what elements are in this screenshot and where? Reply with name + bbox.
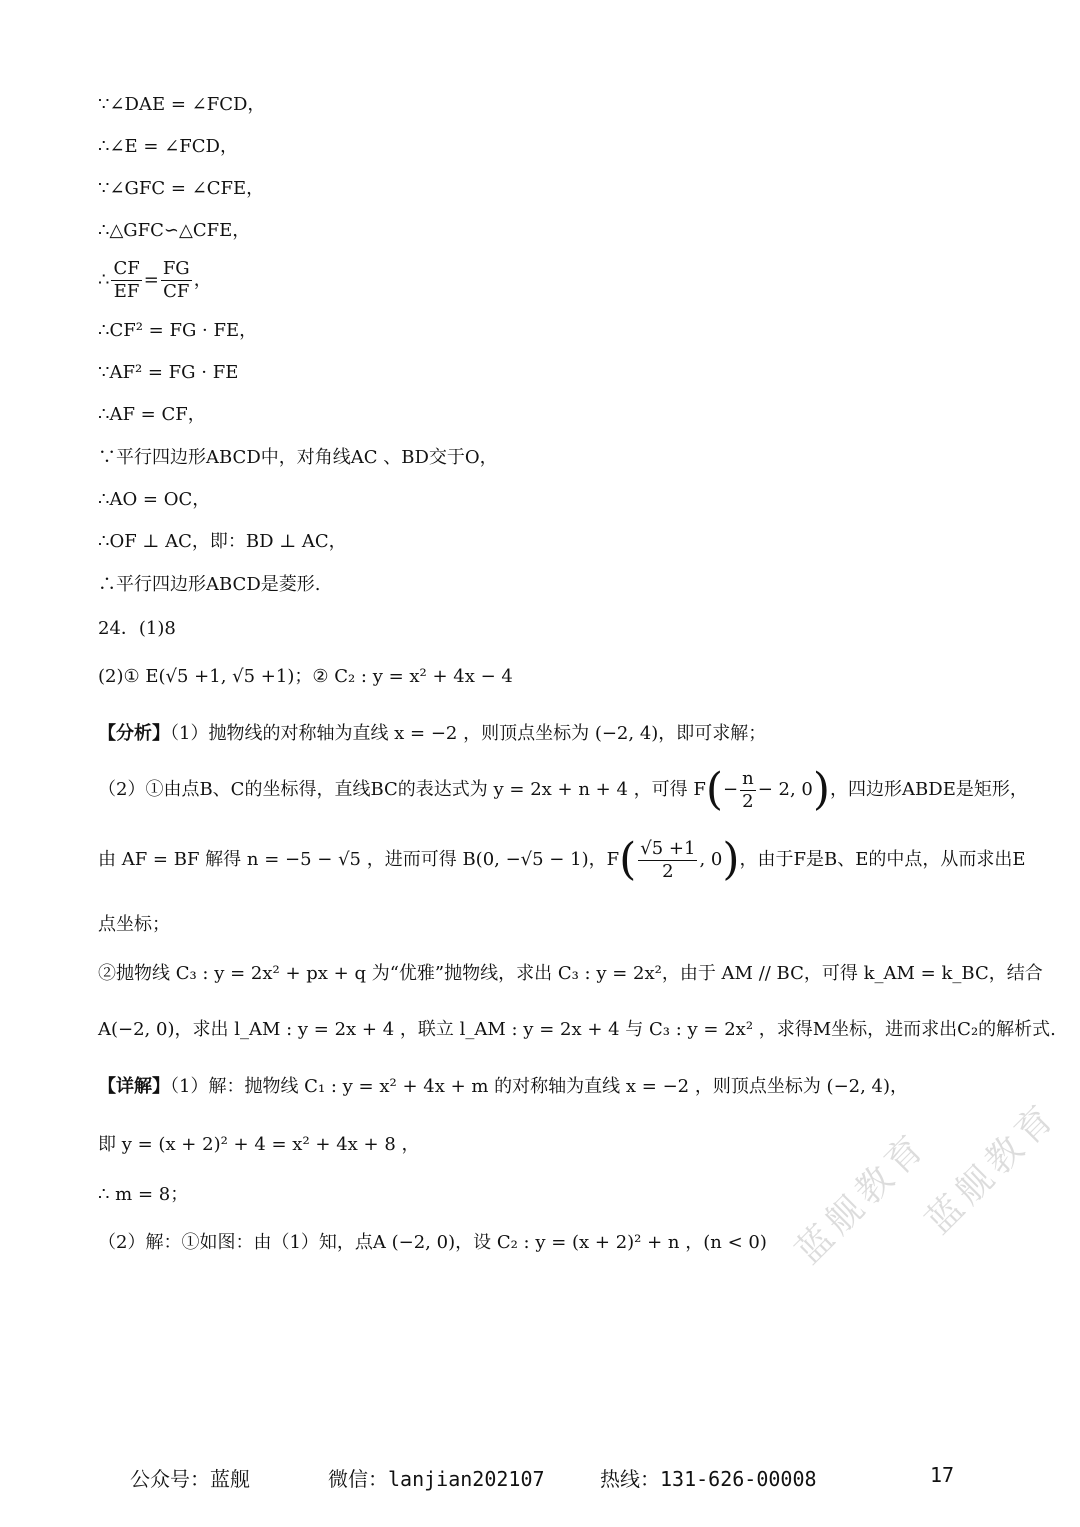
proof-line-1: ∵∠DAE = ∠FCD， <box>98 94 266 115</box>
proof-line-10: ∴AO = OC， <box>98 489 211 510</box>
watermark-text-2: 蓝舰教育 <box>918 1094 1066 1243</box>
fraction-cf-ef: $\frac{CF}{EF}$ <box>113 258 140 302</box>
analysis-tag: 【分析】 <box>98 723 170 744</box>
fraction-sqrt5-plus-1-over-2: $\frac{√5 +1}{2}$ <box>640 837 696 882</box>
detail-line-1: 【详解】（1）解：抛物线 C₁ : y = x² + 4x + m 的对称轴为直线 x = −2 ，则顶点坐标为 (−2, 4)， <box>98 1076 909 1097</box>
footer-wechat: 微信：lanjian202107 <box>328 1467 545 1491</box>
analysis-line-3: 由 AF = BF 解得 n = −5 − √5 ，进而可得 B(0, −√5 − 1)，F( $\frac{√5 +1}{2}$ , 0)，由于F是B、E的中点，从而求出E <box>98 834 1026 885</box>
analysis-line-2: （2）①由点B、C的坐标得，直线BC的表达式为 y = 2x + n + 4 ，可得 F(− $\frac{n}{2}$ − 2, 0)，四边形ABDE是矩形， <box>98 764 1028 815</box>
proof-line-4: ∴△GFC∽△CFE， <box>98 220 251 241</box>
detail-line-4: （2）解：①如图：由（1）知，点A (−2, 0)，设 C₂ : y = (x + 2)² + n ，(n < 0) <box>98 1232 767 1253</box>
analysis-line-1: 【分析】（1）抛物线的对称轴为直线 x = −2 ，则顶点坐标为 (−2, 4)，即可求解； <box>98 723 767 744</box>
detail-tag: 【详解】 <box>98 1076 170 1097</box>
footer-gzh: 公众号：蓝舰 <box>130 1467 250 1491</box>
fraction-fg-cf: $\frac{FG}{CF}$ <box>162 258 190 302</box>
equals-sign: = <box>143 269 159 291</box>
analysis-line-4: 点坐标； <box>98 914 170 935</box>
proof-line-9: ∵平行四边形ABCD中，对角线AC 、BD交于O， <box>98 447 498 468</box>
proof-line-7: ∵AF² = FG · FE <box>98 362 239 383</box>
question-24-part1-answer: 24．(1)8 <box>98 618 176 639</box>
proof-line-11: ∴OF ⊥ AC，即：BD ⊥ AC， <box>98 531 347 552</box>
proof-line-2: ∴∠E = ∠FCD， <box>98 136 238 157</box>
page-number: 17 <box>930 1463 955 1487</box>
analysis-line-5: ②抛物线 C₃ : y = 2x² + px + q 为“优雅”抛物线，求出 C₃ : y = 2x²，由于 AM // BC，可得 k_AM = k_BC，结合 <box>98 963 1043 984</box>
question-24-part2-answer: (2)① E(√5 +1, √5 +1)；② C₂ : y = x² + 4x − 4 <box>98 666 513 687</box>
proof-line-8: ∴AF = CF， <box>98 404 206 425</box>
detail-line-2: 即 y = (x + 2)² + 4 = x² + 4x + 8 ， <box>98 1134 420 1155</box>
fraction-n-over-2: $\frac{n}{2}$ <box>742 767 754 812</box>
footer-hotline: 热线：131-626-00008 <box>600 1467 817 1491</box>
proof-line-12: ∴平行四边形ABCD是菱形. <box>98 574 321 595</box>
proof-line-6: ∴CF² = FG · FE， <box>98 320 258 341</box>
proof-line-3: ∵∠GFC = ∠CFE， <box>98 178 265 199</box>
analysis-line-6: A(−2, 0)，求出 l_AM : y = 2x + 4 ，联立 l_AM : y = 2x + 4 与 C₃ : y = 2x² ，求得M坐标，进而求出C₂的解析式. <box>98 1019 1056 1040</box>
detail-line-3: ∴ m = 8； <box>98 1184 189 1205</box>
watermark-text-1: 蓝舰教育 <box>788 1124 936 1273</box>
therefore-symbol: ∴ <box>98 269 110 291</box>
proof-line-fraction: ∴ $\frac{CF}{EF}$ = $\frac{FG}{CF}$ ， <box>98 258 212 302</box>
